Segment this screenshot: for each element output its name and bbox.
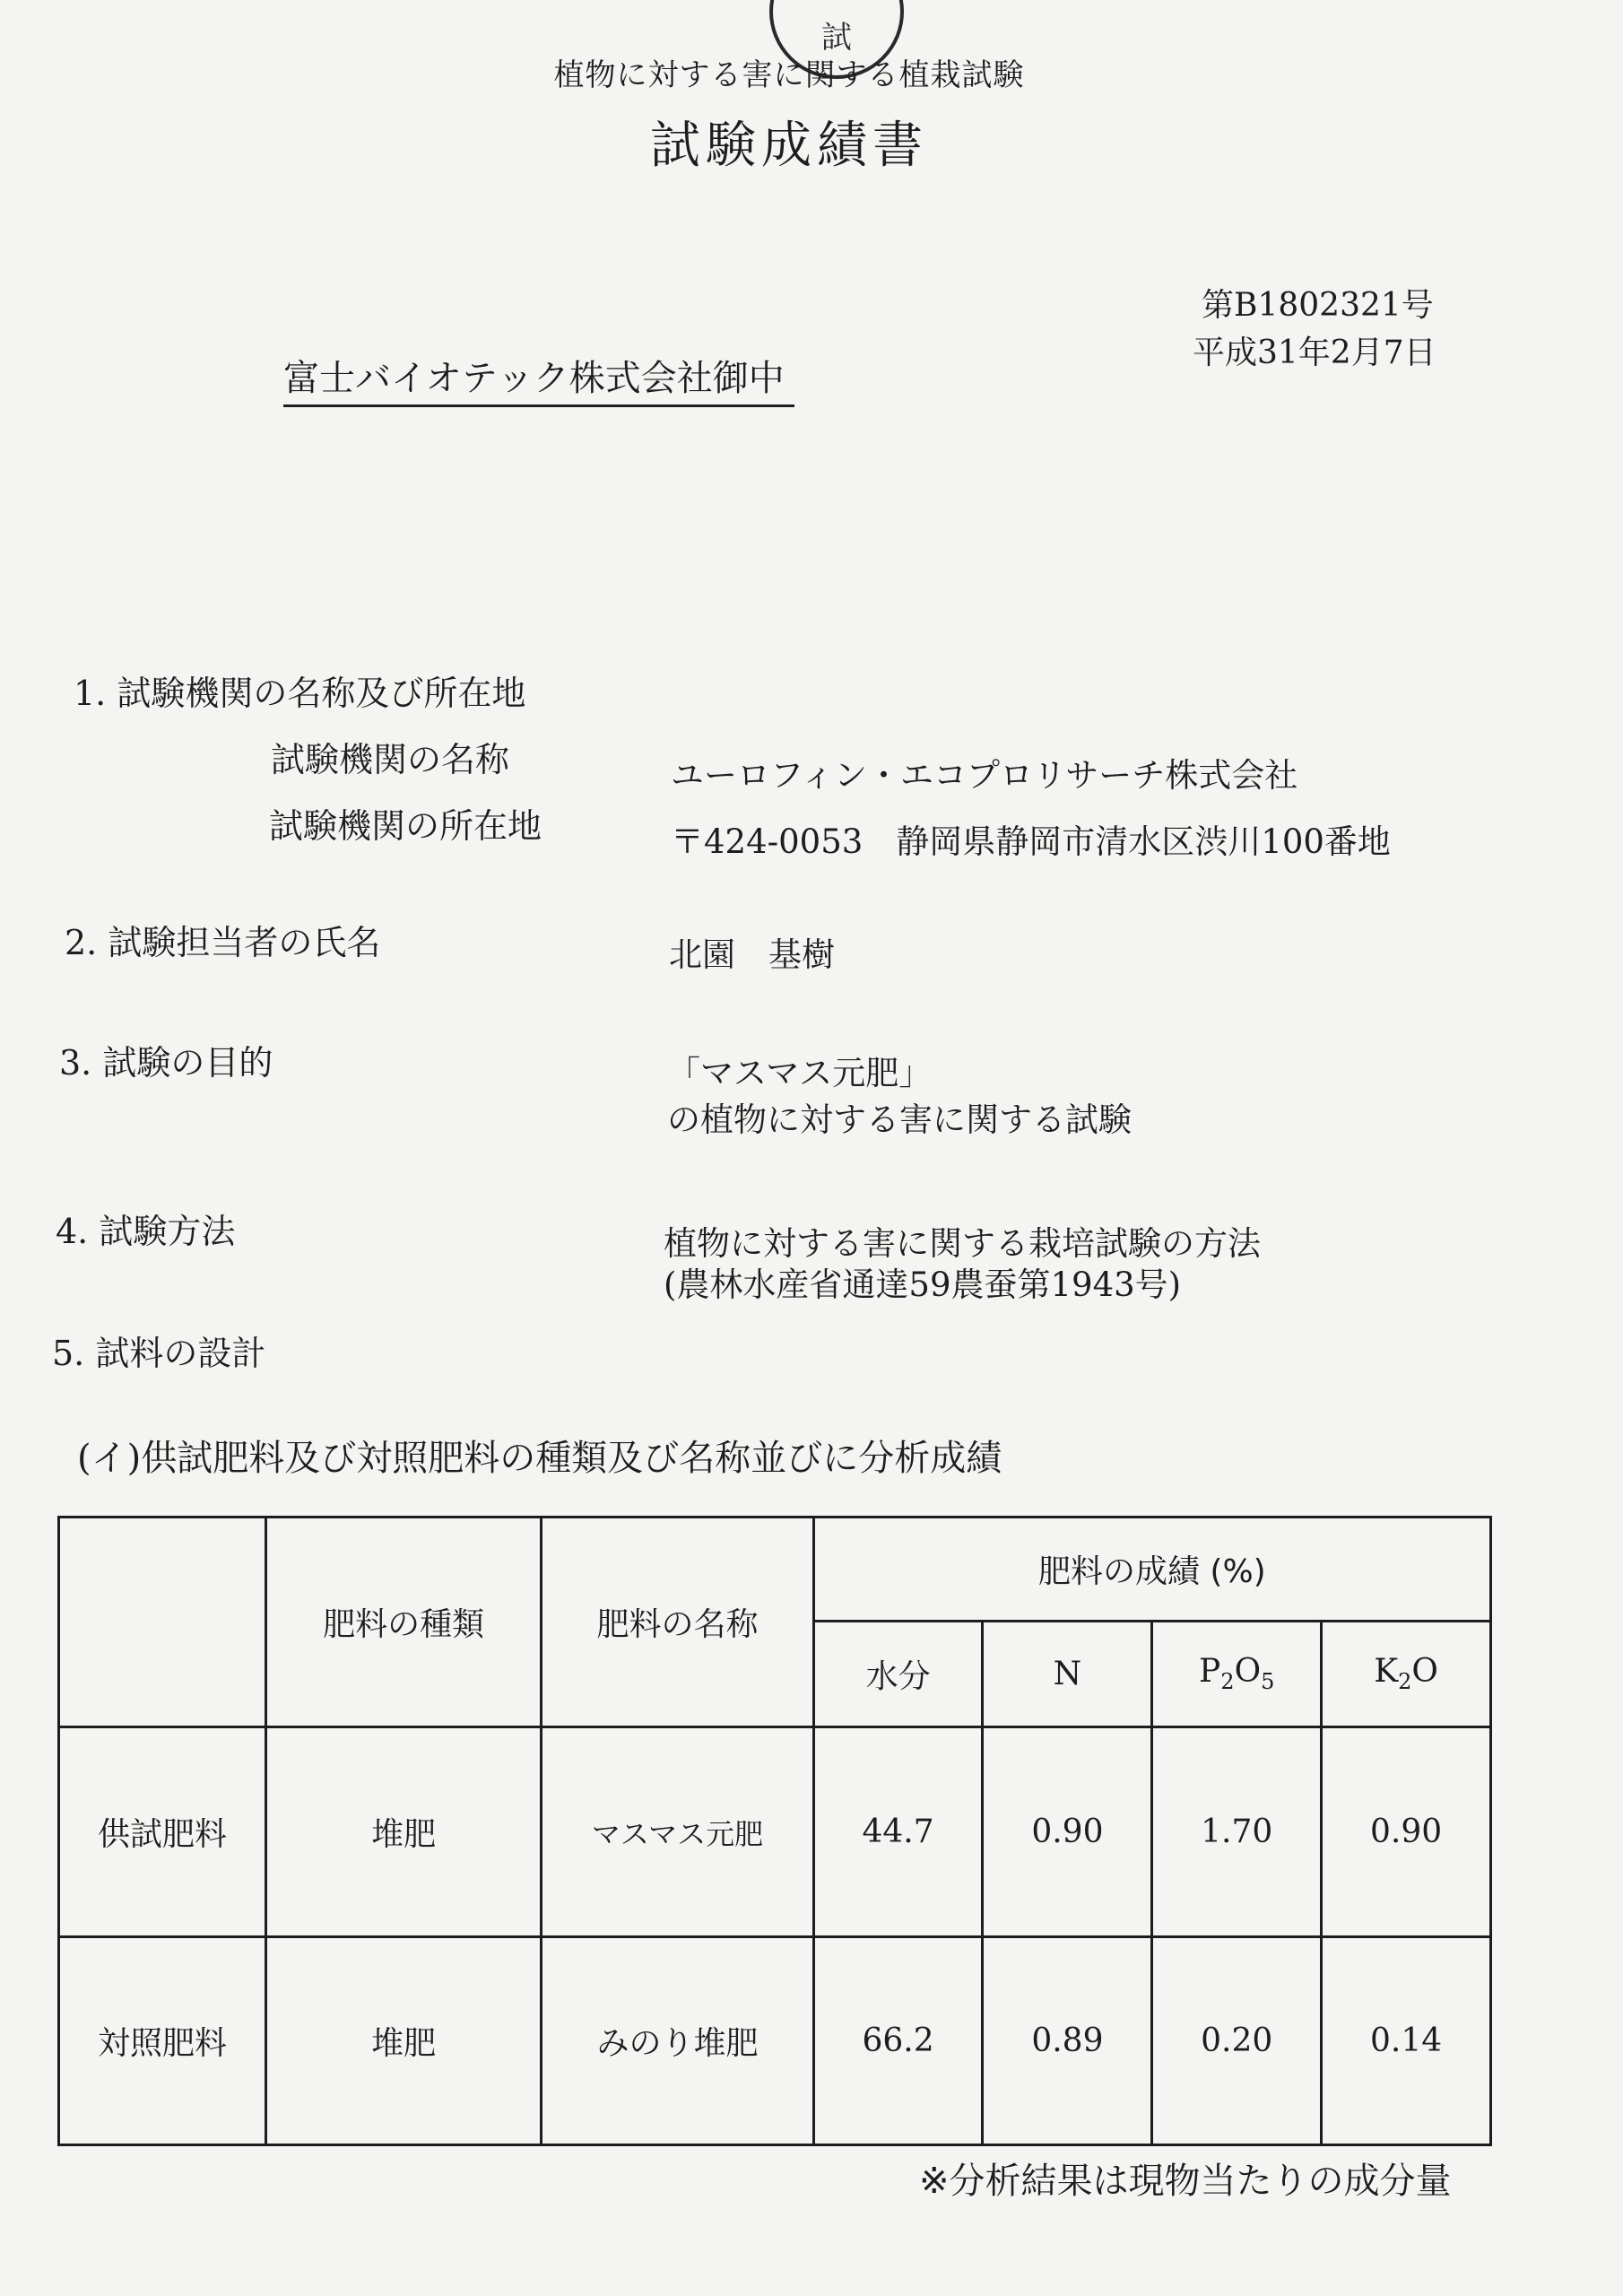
document-title: 試験成績書 bbox=[650, 117, 928, 175]
table-row bbox=[59, 1937, 1491, 2145]
header-fertilizer-name: 肥料の名称 bbox=[542, 1518, 813, 1727]
header-p2o5 bbox=[1152, 1622, 1322, 1727]
header-n: N bbox=[983, 1622, 1152, 1727]
row-p2o5: 1.70 bbox=[1152, 1727, 1322, 1937]
table-row bbox=[59, 1727, 1491, 1937]
method-line-1: 植物に対する害に関する栽培試験の方法 bbox=[664, 1224, 1261, 1263]
row-label: 対照肥料 bbox=[59, 1937, 266, 2145]
document-number: 第B1802321号 bbox=[1202, 287, 1434, 324]
row-moisture: 66.2 bbox=[813, 1937, 983, 2145]
row-n: 0.90 bbox=[983, 1727, 1152, 1937]
lab-address-label: 試験機関の所在地 bbox=[269, 806, 542, 846]
lab-name-value: ユーロフィン・エコプロリサーチ株式会社 bbox=[671, 756, 1298, 795]
section-4-heading: 4. 試験方法 bbox=[56, 1212, 236, 1251]
seal-text: 試 bbox=[821, 20, 852, 56]
row-name: マスマス元肥 bbox=[542, 1727, 813, 1937]
header-fertilizer-type: 肥料の種類 bbox=[266, 1518, 542, 1727]
k-subscript: 2 bbox=[1398, 1669, 1412, 1695]
row-k2o: 0.90 bbox=[1322, 1727, 1491, 1937]
section-5-subheading: (イ)供試肥料及び対照肥料の種類及び名称並びに分析成績 bbox=[77, 1438, 1002, 1479]
lab-address-value: 〒424-0053 静岡県静岡市清水区渋川100番地 bbox=[671, 822, 1391, 861]
row-n: 0.89 bbox=[983, 1937, 1152, 2145]
fertilizer-table bbox=[57, 1516, 1492, 2146]
purpose-line-2: の植物に対する害に関する試験 bbox=[667, 1100, 1132, 1139]
tester-name: 北園 基樹 bbox=[669, 935, 835, 974]
row-p2o5: 0.20 bbox=[1152, 1937, 1322, 2145]
header-results: 肥料の成績 (%) bbox=[813, 1518, 1490, 1622]
row-label: 供試肥料 bbox=[59, 1727, 266, 1937]
k-symbol: K bbox=[1374, 1653, 1399, 1691]
document-subtitle: 植物に対する害に関する植栽試験 bbox=[553, 57, 1025, 93]
row-k2o: 0.14 bbox=[1322, 1937, 1491, 2145]
addressee: 富士バイオテック株式会社御中 bbox=[283, 350, 794, 407]
analysis-note: ※分析結果は現物当たりの成分量 bbox=[919, 2161, 1452, 2202]
k-o-symbol: O bbox=[1411, 1653, 1438, 1691]
lab-name-label: 試験機関の名称 bbox=[271, 740, 510, 779]
p-symbol: P bbox=[1199, 1653, 1221, 1691]
section-2-heading: 2. 試験担当者の氏名 bbox=[65, 923, 381, 962]
document-date: 平成31年2月7日 bbox=[1193, 335, 1436, 371]
row-type: 堆肥 bbox=[266, 1727, 542, 1937]
method-line-2: (農林水産省通達59農蚕第1943号) bbox=[664, 1265, 1182, 1304]
row-type: 堆肥 bbox=[266, 1937, 542, 2145]
p-subscript: 2 bbox=[1220, 1669, 1235, 1695]
p-o-symbol: O bbox=[1234, 1653, 1262, 1691]
row-name: みのり堆肥 bbox=[542, 1937, 813, 2145]
header-moisture: 水分 bbox=[813, 1622, 983, 1727]
table-corner-cell bbox=[59, 1518, 266, 1727]
section-5-heading: 5. 試料の設計 bbox=[52, 1334, 266, 1373]
row-moisture: 44.7 bbox=[813, 1727, 983, 1937]
purpose-line-1: 「マスマス元肥」 bbox=[667, 1054, 933, 1092]
header-k2o bbox=[1322, 1622, 1491, 1727]
p-o-subscript: 5 bbox=[1261, 1669, 1275, 1695]
section-1-heading: 1. 試験機関の名称及び所在地 bbox=[74, 674, 526, 713]
section-3-heading: 3. 試験の目的 bbox=[59, 1043, 273, 1083]
